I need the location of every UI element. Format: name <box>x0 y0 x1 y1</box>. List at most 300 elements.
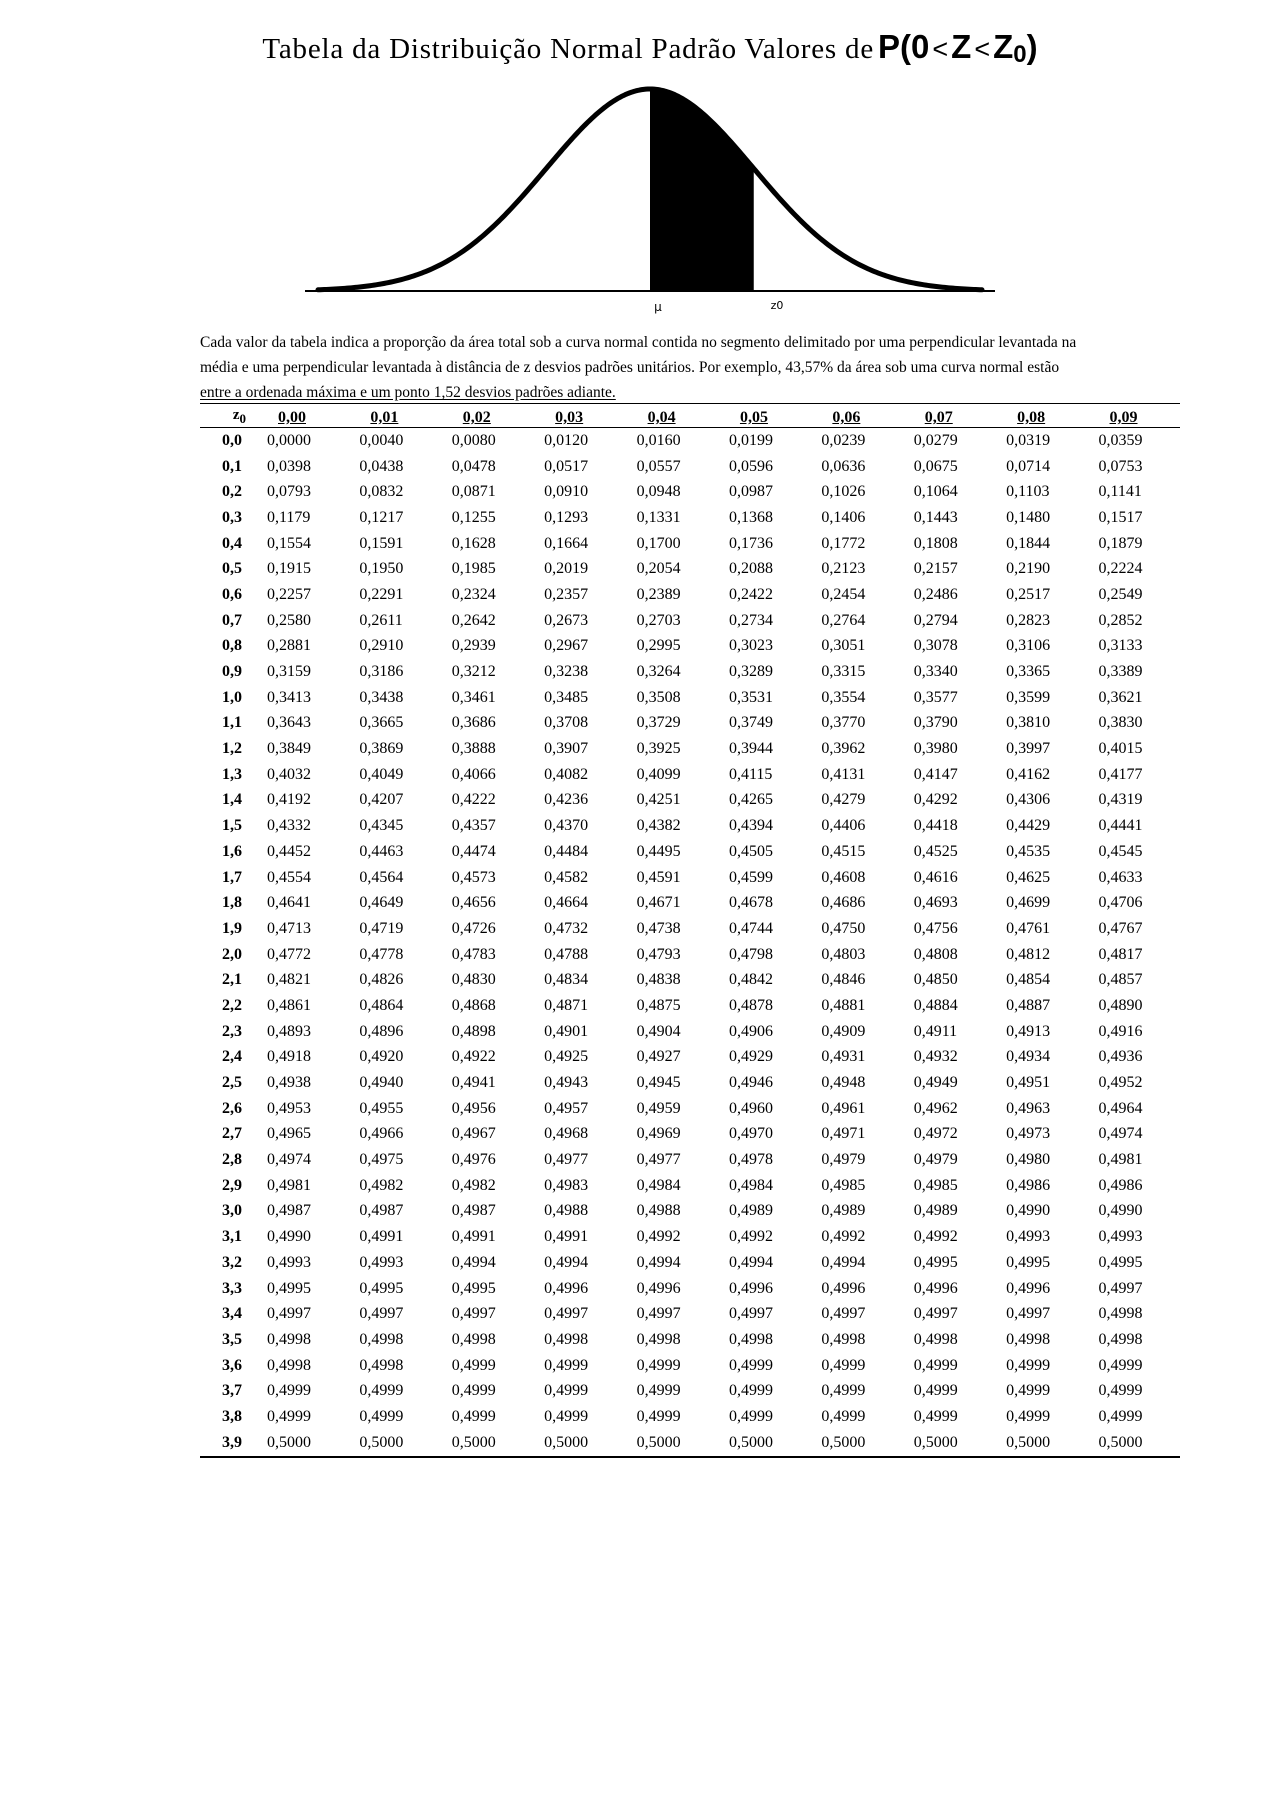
table-cell: 0,4564 <box>359 868 404 886</box>
table-cell: 0,3106 <box>1006 637 1051 655</box>
table-cell: 0,3770 <box>821 714 866 732</box>
column-header: 0,08 <box>995 404 1087 428</box>
table-row <box>200 1096 1180 1122</box>
table-cell: 0,4984 <box>728 1176 773 1194</box>
table-cell: 0,4927 <box>636 1048 681 1066</box>
table-cell: 0,4884 <box>913 996 958 1014</box>
table-cell: 0,4999 <box>1006 1356 1051 1374</box>
table-cell: 0,4991 <box>544 1228 589 1246</box>
table-cell: 0,3315 <box>821 663 866 681</box>
table-cell: 0,3365 <box>1006 663 1051 681</box>
table-cell: 0,1950 <box>359 560 404 578</box>
table-cell: 0,4066 <box>451 765 496 783</box>
table-cell: 0,3599 <box>1006 688 1051 706</box>
table-cell: 0,3925 <box>636 740 681 758</box>
table-cell: 0,4972 <box>913 1125 958 1143</box>
row-z-value: 0,7 <box>222 611 242 629</box>
mu-label: μ <box>654 300 662 314</box>
table-cell: 0,4994 <box>728 1253 773 1271</box>
table-cell: 0,4999 <box>636 1407 681 1425</box>
table-cell: 0,3531 <box>728 688 773 706</box>
table-cell: 0,3962 <box>821 740 866 758</box>
table-cell: 0,4857 <box>1098 971 1143 989</box>
table-cell: 0,4719 <box>359 919 404 937</box>
table-cell: 0,4678 <box>728 894 773 912</box>
table-row <box>200 942 1180 968</box>
table-cell: 0,4842 <box>728 971 773 989</box>
table-cell: 0,4999 <box>1098 1356 1143 1374</box>
table-cell: 0,4995 <box>359 1279 404 1297</box>
table-cell: 0,4976 <box>451 1151 496 1169</box>
table-cell: 0,4222 <box>451 791 496 809</box>
normal-curve-svg <box>300 86 1000 316</box>
table-cell: 0,4798 <box>728 945 773 963</box>
table-cell: 0,5000 <box>451 1433 496 1451</box>
table-cell: 0,4934 <box>1006 1048 1051 1066</box>
table-cell: 0,4032 <box>267 765 311 783</box>
table-row <box>200 1378 1180 1404</box>
table-cell: 0,0359 <box>1098 431 1143 449</box>
table-cell: 0,4887 <box>1006 996 1051 1014</box>
table-cell: 0,3907 <box>544 740 589 758</box>
column-header: 0,02 <box>441 404 533 428</box>
table-cell: 0,4881 <box>821 996 866 1014</box>
table-row <box>200 993 1180 1019</box>
table-cell: 0,4998 <box>451 1330 496 1348</box>
formula-lt-2: < <box>974 34 991 64</box>
table-cell: 0,0596 <box>728 457 773 475</box>
table-cell: 0,4671 <box>636 894 681 912</box>
table-cell: 0,0120 <box>544 431 589 449</box>
row-z-value: 0,6 <box>222 585 242 603</box>
table-cell: 0,4693 <box>913 894 958 912</box>
formula-z: Z <box>951 28 972 65</box>
table-cell: 0,4943 <box>544 1074 589 1092</box>
table-cell: 0,4265 <box>728 791 773 809</box>
table-cell: 0,4969 <box>636 1125 681 1143</box>
row-z-value: 1,8 <box>222 894 242 912</box>
table-cell: 0,4099 <box>636 765 681 783</box>
table-cell: 0,3023 <box>728 637 773 655</box>
table-row <box>200 1173 1180 1199</box>
table-cell: 0,0239 <box>821 431 866 449</box>
table-cell: 0,4999 <box>913 1356 958 1374</box>
description-line-1: Cada valor da tabela indica a proporção da área total sob a curva normal contida no segmento delimitado por uma perpendicular levantada na <box>200 334 1077 351</box>
table-cell: 0,0987 <box>728 483 773 501</box>
row-z-value: 3,3 <box>222 1279 242 1297</box>
table-row <box>200 1250 1180 1276</box>
table-cell: 0,4993 <box>1006 1228 1051 1246</box>
table-cell: 0,4332 <box>267 817 311 835</box>
table-row <box>200 531 1180 557</box>
table-cell: 0,4987 <box>451 1202 496 1220</box>
table-cell: 0,4846 <box>821 971 866 989</box>
row-z-value: 3,9 <box>222 1433 242 1451</box>
table-cell: 0,3340 <box>913 663 958 681</box>
table-cell: 0,4370 <box>544 817 589 835</box>
table-cell: 0,3869 <box>359 740 404 758</box>
table-cell: 0,3944 <box>728 740 773 758</box>
table-row <box>200 1045 1180 1071</box>
table-cell: 0,4916 <box>1098 1022 1143 1040</box>
table-cell: 0,2823 <box>1006 611 1051 629</box>
table-cell: 0,4955 <box>359 1099 404 1117</box>
table-cell: 0,1772 <box>821 534 866 552</box>
table-cell: 0,4998 <box>544 1330 589 1348</box>
table-cell: 0,0438 <box>359 457 404 475</box>
table-cell: 0,4999 <box>451 1382 496 1400</box>
table-cell: 0,4999 <box>544 1382 589 1400</box>
table-row <box>200 736 1180 762</box>
table-cell: 0,2324 <box>451 585 496 603</box>
table-row <box>200 608 1180 634</box>
column-header: 0,05 <box>718 404 810 428</box>
table-cell: 0,4996 <box>728 1279 773 1297</box>
table-cell: 0,4995 <box>1006 1253 1051 1271</box>
table-cell: 0,1554 <box>267 534 311 552</box>
table-cell: 0,4999 <box>821 1407 866 1425</box>
table-cell: 0,2995 <box>636 637 681 655</box>
table-cell: 0,4993 <box>1098 1228 1143 1246</box>
table-cell: 0,4582 <box>544 868 589 886</box>
table-cell: 0,4998 <box>1006 1330 1051 1348</box>
table-cell: 0,2257 <box>267 585 311 603</box>
table-row <box>200 890 1180 916</box>
table-cell: 0,4998 <box>267 1330 311 1348</box>
table-cell: 0,4948 <box>821 1074 866 1092</box>
table-cell: 0,4994 <box>636 1253 681 1271</box>
table-cell: 0,2734 <box>728 611 773 629</box>
table-cell: 0,0319 <box>1006 431 1051 449</box>
table-cell: 0,4656 <box>451 894 496 912</box>
table-cell: 0,3212 <box>451 663 496 681</box>
table-cell: 0,0199 <box>728 431 773 449</box>
table-cell: 0,2939 <box>451 637 496 655</box>
table-cell: 0,4990 <box>1098 1202 1143 1220</box>
formula-sub: 0 <box>1013 41 1027 68</box>
row-z-value: 3,7 <box>222 1382 242 1400</box>
table-cell: 0,0478 <box>451 457 496 475</box>
table-cell: 0,4535 <box>1006 842 1051 860</box>
column-header: 0,06 <box>810 404 902 428</box>
formula-z0: Z <box>993 28 1014 65</box>
table-row <box>200 1122 1180 1148</box>
table-cell: 0,0557 <box>636 457 681 475</box>
table-cell: 0,4998 <box>359 1356 404 1374</box>
table-cell: 0,4732 <box>544 919 589 937</box>
table-cell: 0,4861 <box>267 996 311 1014</box>
table-cell: 0,4998 <box>913 1330 958 1348</box>
table-cell: 0,3980 <box>913 740 958 758</box>
table-cell: 0,2088 <box>728 560 773 578</box>
normal-curve-figure <box>300 86 1000 316</box>
table-cell: 0,4554 <box>267 868 311 886</box>
table-cell: 0,3577 <box>913 688 958 706</box>
table-cell: 0,4940 <box>359 1074 404 1092</box>
table-cell: 0,3289 <box>728 663 773 681</box>
row-z-value: 1,1 <box>222 714 242 732</box>
row-z-value: 1,5 <box>222 817 242 835</box>
table-cell: 0,4793 <box>636 945 681 963</box>
table-cell: 0,4997 <box>636 1305 681 1323</box>
table-cell: 0,4987 <box>267 1202 311 1220</box>
table-row <box>200 634 1180 660</box>
table-cell: 0,4463 <box>359 842 404 860</box>
table-cell: 0,3708 <box>544 714 589 732</box>
table-cell: 0,1736 <box>728 534 773 552</box>
table-cell: 0,4938 <box>267 1074 311 1092</box>
page-title <box>150 28 1150 66</box>
table-cell: 0,4015 <box>1098 740 1143 758</box>
table-cell: 0,2794 <box>913 611 958 629</box>
shaded-area <box>650 89 754 291</box>
row-z-value: 0,8 <box>222 637 242 655</box>
table-cell: 0,1141 <box>1098 483 1142 501</box>
table-cell: 0,4999 <box>1098 1382 1143 1400</box>
table-cell: 0,3051 <box>821 637 866 655</box>
table-cell: 0,4988 <box>636 1202 681 1220</box>
row-z-value: 3,8 <box>222 1407 242 1425</box>
table-cell: 0,4515 <box>821 842 866 860</box>
row-z-value: 0,0 <box>222 431 242 449</box>
table-cell: 0,4956 <box>451 1099 496 1117</box>
table-cell: 0,3159 <box>267 663 311 681</box>
z-table <box>200 403 1180 1458</box>
table-cell: 0,4985 <box>913 1176 958 1194</box>
table-cell: 0,4772 <box>267 945 311 963</box>
table-cell: 0,4978 <box>728 1151 773 1169</box>
row-z-value: 2,5 <box>222 1074 242 1092</box>
table-cell: 0,2852 <box>1098 611 1143 629</box>
table-row <box>200 1327 1180 1353</box>
table-cell: 0,0675 <box>913 457 958 475</box>
table-cell: 0,1406 <box>821 508 866 526</box>
table-cell: 0,4999 <box>728 1382 773 1400</box>
table-cell: 0,4992 <box>728 1228 773 1246</box>
z0-label: z0 <box>770 299 784 312</box>
table-cell: 0,4981 <box>1098 1151 1143 1169</box>
table-cell: 0,1844 <box>1006 534 1051 552</box>
table-cell: 0,4082 <box>544 765 589 783</box>
table-cell: 0,4971 <box>821 1125 866 1143</box>
table-cell: 0,2881 <box>267 637 311 655</box>
table-cell: 0,0040 <box>359 431 404 449</box>
table-cell: 0,4803 <box>821 945 866 963</box>
table-cell: 0,4909 <box>821 1022 866 1040</box>
table-cell: 0,4995 <box>267 1279 311 1297</box>
table-cell: 0,2054 <box>636 560 681 578</box>
table-cell: 0,3749 <box>728 714 773 732</box>
table-cell: 0,0948 <box>636 483 681 501</box>
table-cell: 0,4999 <box>913 1382 958 1400</box>
table-cell: 0,4979 <box>821 1151 866 1169</box>
table-cell: 0,4904 <box>636 1022 681 1040</box>
table-cell: 0,4999 <box>636 1382 681 1400</box>
table-cell: 0,4998 <box>728 1330 773 1348</box>
table-cell: 0,4995 <box>1098 1253 1143 1271</box>
table-cell: 0,4997 <box>267 1305 311 1323</box>
table-cell: 0,4345 <box>359 817 404 835</box>
table-cell: 0,4959 <box>636 1099 681 1117</box>
table-cell: 0,4984 <box>636 1176 681 1194</box>
table-cell: 0,4898 <box>451 1022 496 1040</box>
formula-p: P(0 <box>878 28 930 65</box>
table-cell: 0,4686 <box>821 894 866 912</box>
table-cell: 0,4932 <box>913 1048 958 1066</box>
table-cell: 0,4994 <box>451 1253 496 1271</box>
table-cell: 0,4936 <box>1098 1048 1143 1066</box>
row-z-value: 1,4 <box>222 791 242 809</box>
table-cell: 0,4616 <box>913 868 958 886</box>
table-cell: 0,2454 <box>821 585 866 603</box>
table-cell: 0,4997 <box>821 1305 866 1323</box>
table-cell: 0,4997 <box>544 1305 589 1323</box>
table-cell: 0,4957 <box>544 1099 589 1117</box>
table-cell: 0,4918 <box>267 1048 311 1066</box>
table-cell: 0,4738 <box>636 919 681 937</box>
table-cell: 0,4812 <box>1006 945 1051 963</box>
row-z-value: 0,4 <box>222 534 242 552</box>
table-cell: 0,1179 <box>267 508 311 526</box>
table-cell: 0,4999 <box>359 1382 404 1400</box>
table-row <box>200 1276 1180 1302</box>
table-cell: 0,4998 <box>1098 1305 1143 1323</box>
table-cell: 0,3643 <box>267 714 311 732</box>
table-cell: 0,4999 <box>1006 1407 1051 1425</box>
table-cell: 0,4999 <box>821 1382 866 1400</box>
row-z-value: 2,2 <box>222 996 242 1014</box>
row-z-value: 3,5 <box>222 1330 242 1348</box>
table-row <box>200 1404 1180 1430</box>
table-cell: 0,4998 <box>636 1330 681 1348</box>
table-row <box>200 916 1180 942</box>
table-cell: 0,4115 <box>728 765 773 783</box>
table-cell: 0,1517 <box>1098 508 1143 526</box>
table-cell: 0,3621 <box>1098 688 1143 706</box>
table-cell: 0,4591 <box>636 868 681 886</box>
table-cell: 0,4834 <box>544 971 589 989</box>
description <box>200 330 1180 405</box>
table-cell: 0,3461 <box>451 688 496 706</box>
table-cell: 0,4925 <box>544 1048 589 1066</box>
formula-close: ) <box>1026 28 1038 65</box>
table-cell: 0,3078 <box>913 637 958 655</box>
table-cell: 0,4998 <box>1098 1330 1143 1348</box>
table-cell: 0,1591 <box>359 534 404 552</box>
table-cell: 0,5000 <box>913 1433 958 1451</box>
table-cell: 0,5000 <box>728 1433 773 1451</box>
column-header: 0,04 <box>626 404 718 428</box>
table-cell: 0,4996 <box>913 1279 958 1297</box>
row-z-value: 1,6 <box>222 842 242 860</box>
table-cell: 0,0832 <box>359 483 404 501</box>
table-cell: 0,4965 <box>267 1125 311 1143</box>
table-row <box>200 505 1180 531</box>
table-cell: 0,4980 <box>1006 1151 1051 1169</box>
row-z-value: 3,4 <box>222 1305 242 1323</box>
table-cell: 0,1985 <box>451 560 496 578</box>
table-cell: 0,2422 <box>728 585 773 603</box>
table-cell: 0,4838 <box>636 971 681 989</box>
table-cell: 0,4999 <box>267 1382 311 1400</box>
table-cell: 0,1026 <box>821 483 866 501</box>
table-cell: 0,4999 <box>821 1356 866 1374</box>
table-cell: 0,0160 <box>636 431 681 449</box>
table-cell: 0,4996 <box>1006 1279 1051 1297</box>
table-cell: 0,0910 <box>544 483 589 501</box>
table-cell: 0,4991 <box>359 1228 404 1246</box>
table-cell: 0,4989 <box>728 1202 773 1220</box>
table-cell: 0,4826 <box>359 971 404 989</box>
row-z-value: 1,0 <box>222 688 242 706</box>
table-cell: 0,4960 <box>728 1099 773 1117</box>
table-cell: 0,4929 <box>728 1048 773 1066</box>
table-row <box>200 454 1180 480</box>
table-row <box>200 1224 1180 1250</box>
table-row <box>200 1430 1180 1457</box>
row-z-value: 2,9 <box>222 1176 242 1194</box>
table-cell: 0,4952 <box>1098 1074 1143 1092</box>
table-cell: 0,1700 <box>636 534 681 552</box>
table-row <box>200 582 1180 608</box>
table-cell: 0,4999 <box>451 1356 496 1374</box>
table-row <box>200 813 1180 839</box>
table-cell: 0,1443 <box>913 508 958 526</box>
table-cell: 0,4767 <box>1098 919 1143 937</box>
table-cell: 0,4893 <box>267 1022 311 1040</box>
row-z-value: 0,5 <box>222 560 242 578</box>
table-row <box>200 1353 1180 1379</box>
table-cell: 0,4406 <box>821 817 866 835</box>
table-cell: 0,4992 <box>636 1228 681 1246</box>
table-row <box>200 865 1180 891</box>
table-cell: 0,4505 <box>728 842 773 860</box>
table-row <box>200 788 1180 814</box>
table-cell: 0,4699 <box>1006 894 1051 912</box>
table-cell: 0,4474 <box>451 842 496 860</box>
table-cell: 0,4998 <box>267 1356 311 1374</box>
row-z-value: 3,2 <box>222 1253 242 1271</box>
table-cell: 0,4599 <box>728 868 773 886</box>
table-cell: 0,4995 <box>913 1253 958 1271</box>
table-cell: 0,4706 <box>1098 894 1143 912</box>
table-cell: 0,3810 <box>1006 714 1051 732</box>
table-row <box>200 1301 1180 1327</box>
table-cell: 0,4966 <box>359 1125 404 1143</box>
table-cell: 0,4999 <box>728 1356 773 1374</box>
row-z-value: 3,1 <box>222 1228 242 1246</box>
table-cell: 0,4901 <box>544 1022 589 1040</box>
table-cell: 0,4987 <box>359 1202 404 1220</box>
table-row <box>200 1199 1180 1225</box>
table-cell: 0,4996 <box>821 1279 866 1297</box>
table-cell: 0,4996 <box>636 1279 681 1297</box>
table-cell: 0,3686 <box>451 714 496 732</box>
row-z-value: 1,2 <box>222 740 242 758</box>
table-cell: 0,4970 <box>728 1125 773 1143</box>
table-row <box>200 1147 1180 1173</box>
row-z-value: 1,3 <box>222 765 242 783</box>
table-cell: 0,4963 <box>1006 1099 1051 1117</box>
table-cell: 0,4573 <box>451 868 496 886</box>
table-row <box>200 685 1180 711</box>
table-cell: 0,0714 <box>1006 457 1051 475</box>
table-cell: 0,4817 <box>1098 945 1143 963</box>
table-cell: 0,1064 <box>913 483 958 501</box>
table-cell: 0,4664 <box>544 894 589 912</box>
table-cell: 0,4484 <box>544 842 589 860</box>
table-cell: 0,4997 <box>1006 1305 1051 1323</box>
